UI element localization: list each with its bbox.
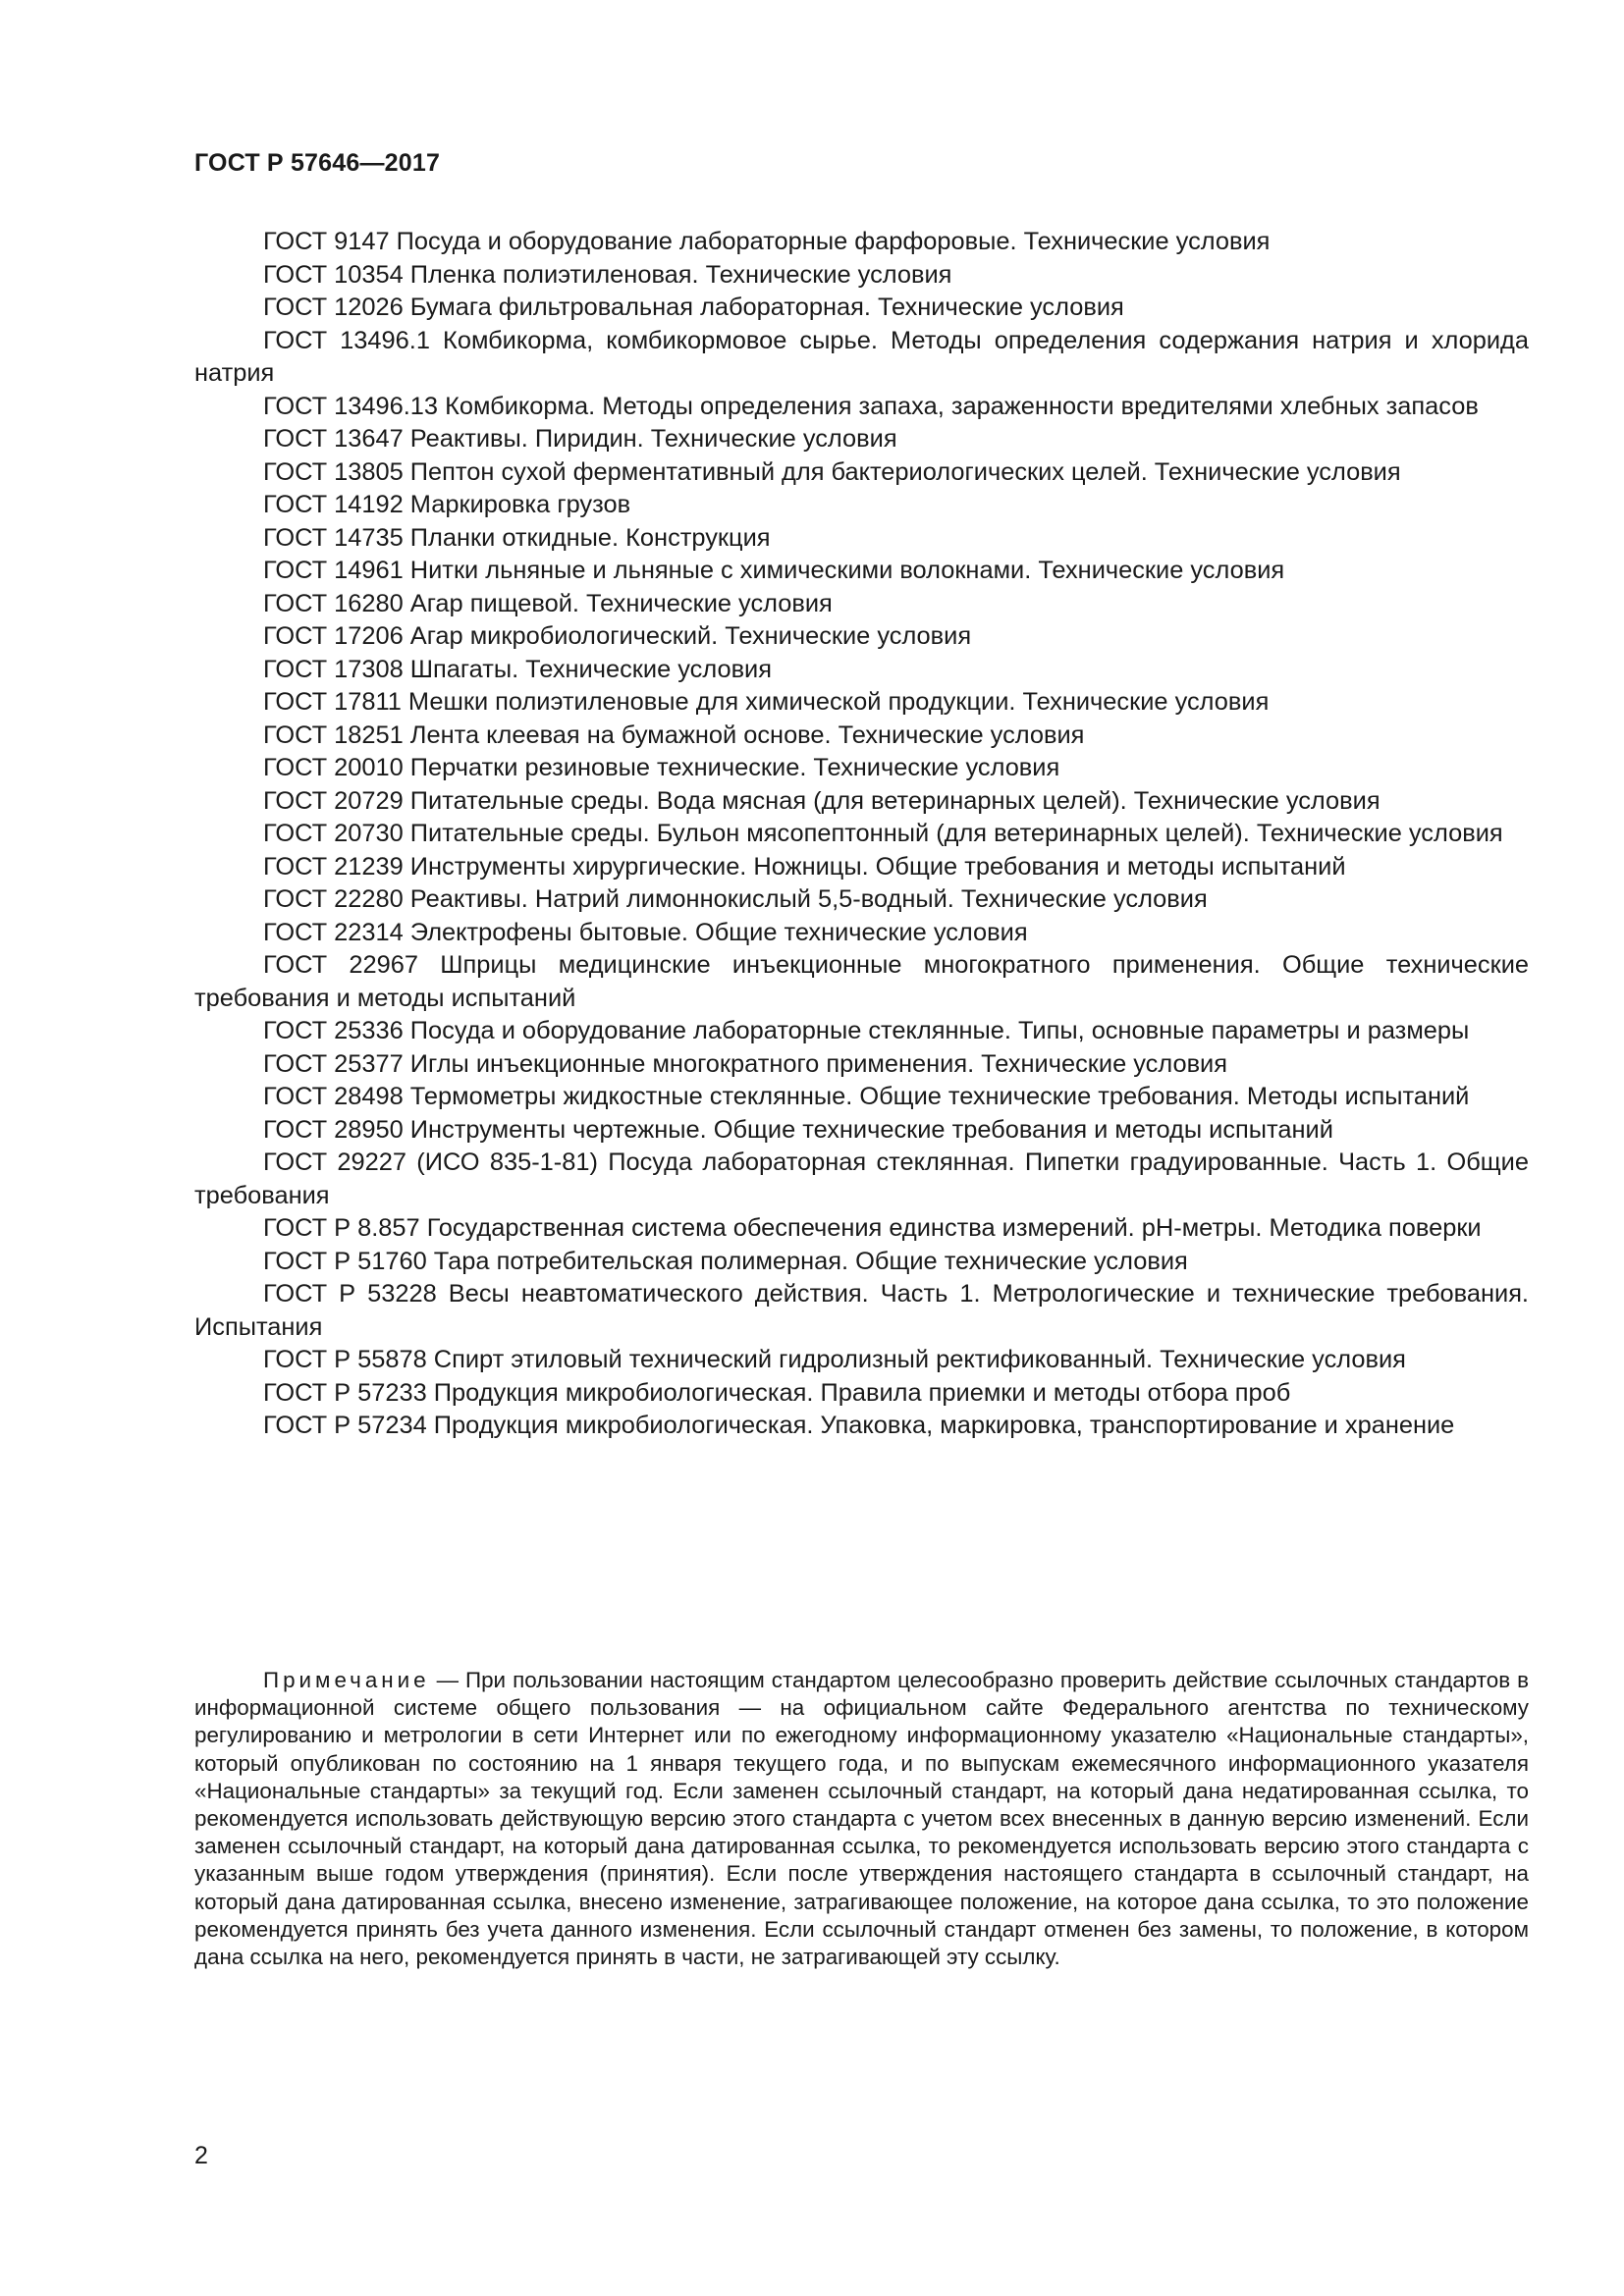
reference-item: ГОСТ 18251 Лента клеевая на бумажной основе. Технические условия — [263, 721, 1085, 749]
reference-item: ГОСТ 12026 Бумага фильтровальная лабораторная. Технические условия — [263, 294, 1124, 321]
reference-item: ГОСТ 25377 Иглы инъекционные многократного применения. Технические условия — [263, 1049, 1227, 1078]
reference-item: ГОСТ 13805 Пептон сухой ферментативный для бактериологических целей. Технические условия — [263, 457, 1401, 486]
reference-item: ГОСТ 25336 Посуда и оборудование лабораторные стеклянные. Типы, основные параметры и размеры — [263, 1017, 1470, 1044]
reference-item: ГОСТ 14961 Нитки льняные и льняные с химическими волокнами. Технические условия — [263, 557, 1285, 584]
reference-item: ГОСТ 22314 Электрофены бытовые. Общие технические условия — [263, 918, 1028, 946]
reference-item: ГОСТ 17811 Мешки полиэтиленовые для химической продукции. Технические условия — [263, 688, 1270, 716]
reference-item: ГОСТ 14192 Маркировка грузов — [263, 491, 631, 518]
normative-references-list — [194, 226, 1529, 1443]
reference-item: ГОСТ 20010 Перчатки резиновые технические. Технические условия — [263, 754, 1060, 781]
reference-item: ГОСТ 29227 (ИСО 835-1-81) Посуда лабораторная стеклянная. Пипетки градуированные. Часть 1. Общие требования — [194, 1148, 1529, 1209]
reference-item: ГОСТ 21239 Инструменты хирургические. Ножницы. Общие требования и методы испытаний — [263, 852, 1346, 881]
note-label: Примечание — [263, 1668, 430, 1692]
reference-item: ГОСТ 13496.13 Комбикорма. Методы определения запаха, зараженности вредителями хлебных запасов — [263, 392, 1479, 420]
reference-item: ГОСТ Р 51760 Тара потребительская полимерная. Общие технические условия — [263, 1247, 1188, 1275]
reference-item: ГОСТ 10354 Пленка полиэтиленовая. Технические условия — [263, 260, 952, 289]
reference-item: ГОСТ 9147 Посуда и оборудование лабораторные фарфоровые. Технические условия — [263, 228, 1271, 255]
reference-item: ГОСТ Р 57233 Продукция микробиологическая. Правила приемки и методы отбора проб — [263, 1378, 1291, 1407]
reference-item: ГОСТ 20730 Питательные среды. Бульон мясопептонный (для ветеринарных целей). Технические условия — [263, 820, 1503, 847]
reference-item: ГОСТ Р 55878 Спирт этиловый технический гидролизный ректификованный. Технические условия — [263, 1346, 1406, 1373]
reference-item: ГОСТ 20729 Питательные среды. Вода мясная (для ветеринарных целей). Технические условия — [263, 786, 1380, 815]
document-header: ГОСТ Р 57646—2017 — [194, 149, 441, 177]
reference-item: ГОСТ Р 57234 Продукция микробиологическая. Упаковка, маркировка, транспортирование и хранение — [263, 1412, 1455, 1439]
note-paragraph — [194, 1667, 1529, 1971]
note-text: — При пользовании настоящим стандартом целесообразно проверить действие ссылочных стандартов в информационной системе общего пользования — на официальном сайте Федерального агентства по техническому регулированию и метрологии в сети Интернет или по ежегодному информационному указателю «Национальные стандарты», который опубликован по состоянию на 1 января текущего года, и по выпускам ежемесячного информационного указателя «Национальные стандарты» за текущий год. Если заменен ссылочный стандарт, на который дана недатированная ссылка, то рекомендуется использовать действующую версию этого стандарта с учетом всех внесенных в данную версию изменений. Если заменен ссылочный стандарт, на который дана датированная ссылка, то рекомендуется использовать версию этого стандарта с указанным выше годом утверждения (принятия). Если после утверждения настоящего стандарта в ссылочный стандарт, на который дана датированная ссылка, внесено изменение, затрагивающее положение, на которое дана ссылка, то это положение рекомендуется принять без учета данного изменения. Если ссылочный стандарт отменен без замены, то положение, в котором дана ссылка на него, рекомендуется принять в части, не затрагивающей эту ссылку. — [194, 1668, 1529, 1970]
reference-item: ГОСТ 16280 Агар пищевой. Технические условия — [263, 589, 833, 617]
reference-item: ГОСТ 14735 Планки откидные. Конструкция — [263, 523, 771, 552]
reference-item: ГОСТ 28498 Термометры жидкостные стеклянные. Общие технические требования. Методы испытаний — [263, 1083, 1470, 1110]
page-number: 2 — [194, 2142, 208, 2169]
reference-item: ГОСТ Р 53228 Весы неавтоматического действия. Часть 1. Метрологические и технические требования. Испытания — [194, 1280, 1529, 1341]
reference-item: ГОСТ Р 8.857 Государственная система обеспечения единства измерений. pH-метры. Методика поверки — [263, 1214, 1482, 1242]
reference-item: ГОСТ 13496.1 Комбикорма, комбикормовое сырье. Методы определения содержания натрия и хлорида натрия — [194, 326, 1529, 387]
reference-item: ГОСТ 17206 Агар микробиологический. Технические условия — [263, 622, 972, 650]
reference-item: ГОСТ 28950 Инструменты чертежные. Общие технические требования и методы испытаний — [263, 1115, 1333, 1144]
reference-item: ГОСТ 22967 Шприцы медицинские инъекционные многократного применения. Общие технические требования и методы испытаний — [194, 951, 1529, 1012]
reference-item: ГОСТ 13647 Реактивы. Пиридин. Технические условия — [263, 425, 897, 453]
reference-item: ГОСТ 22280 Реактивы. Натрий лимоннокислый 5,5-водный. Технические условия — [263, 885, 1208, 913]
reference-item: ГОСТ 17308 Шпагаты. Технические условия — [263, 655, 772, 683]
